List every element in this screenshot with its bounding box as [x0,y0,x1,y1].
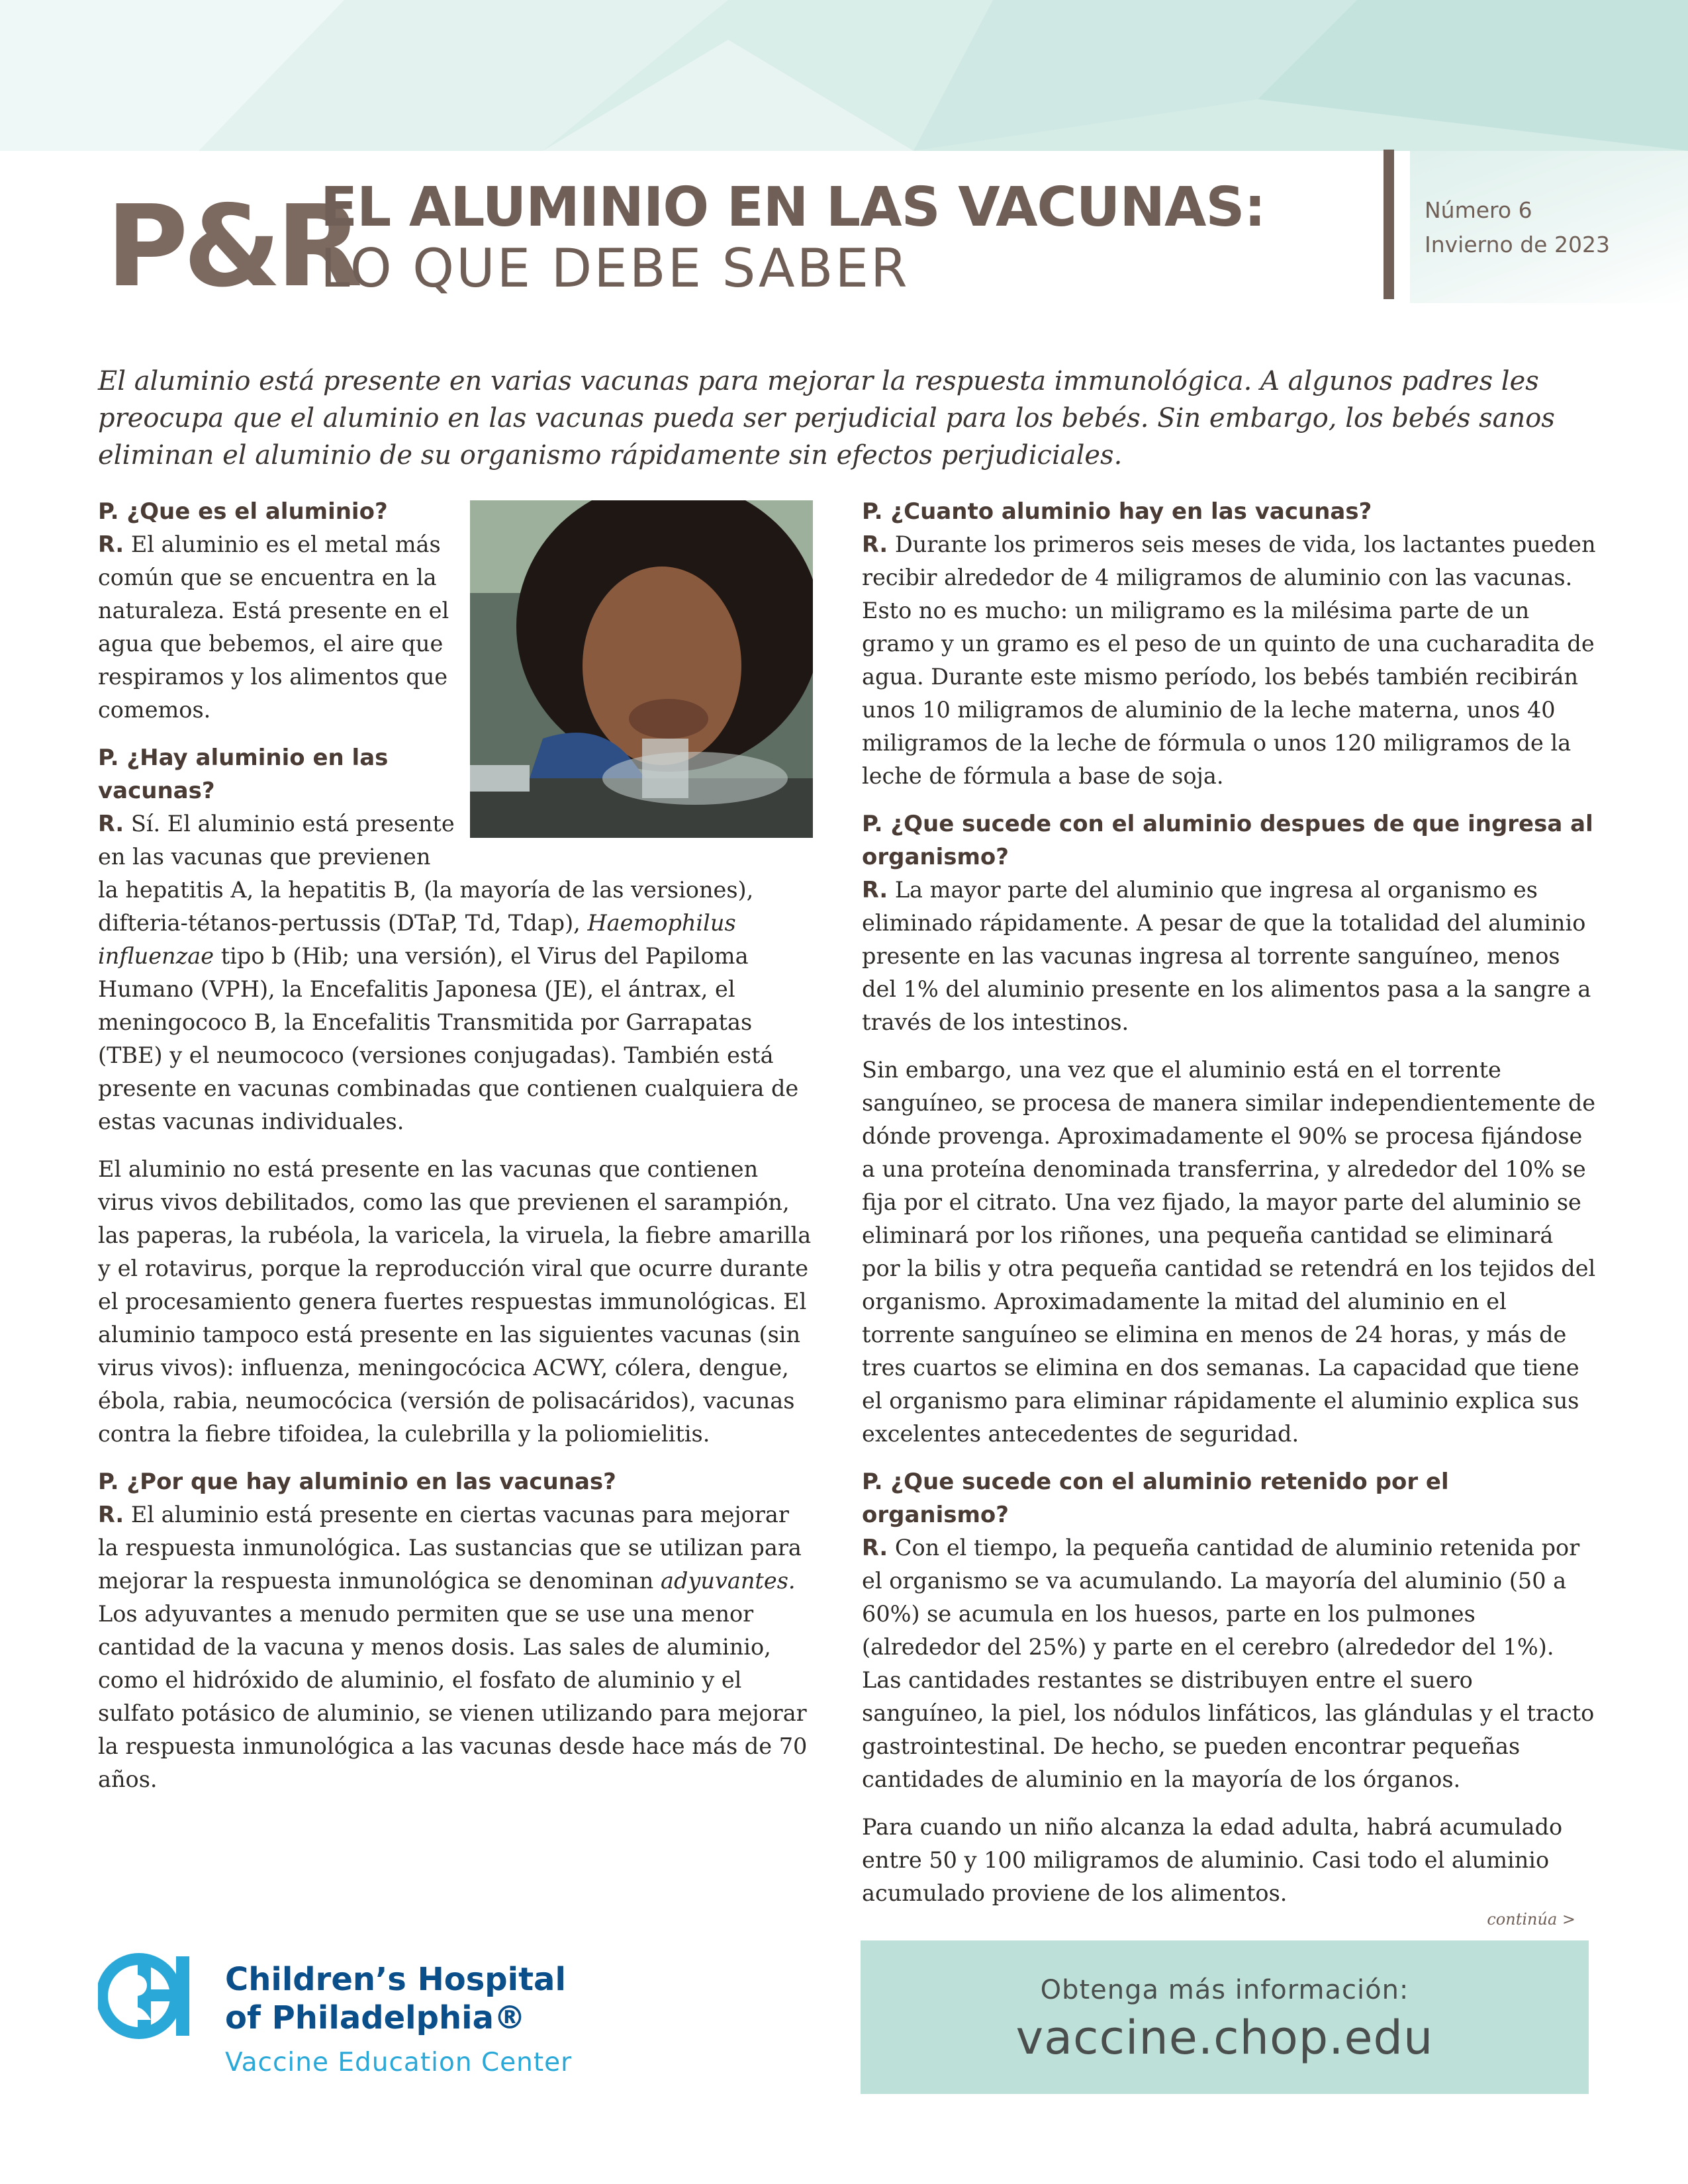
continued-link[interactable]: continúa > [1487,1910,1575,1929]
answer-4-text: Durante los primeros seis meses de vida, los lactantes pueden recibir alrededor de 4 miligramos de aluminio con las vacunas. Esto no es mucho: un miligramo es la milésima parte de un gramo y un gramo es el peso de un quinto de una cucharadita de agua. Durante este mismo período, los bebés también recibirán unos 10 miligramos de aluminio de la leche materna, unos 40 miligramos de la leche de fórmula o unos 120 miligramos de la leche de fórmula a base de soja. [862,531,1596,789]
photo-illustration [470,500,813,838]
answer-6 [862,1531,1597,1796]
question-6: P. ¿Que sucede con el aluminio retenido por el organismo? [862,1469,1449,1528]
answer-3-text-a: El aluminio está presente en ciertas vacunas para mejorar la respuesta inmunológica. Las sustancias que se utilizan para mejorar la respuesta inmunológica se denominan [98,1502,802,1594]
right-column [862,495,1597,1910]
intro-paragraph: El aluminio está presente en varias vacunas para mejorar la respuesta immunológica. A algunos padres les preocupa que el aluminio en las vacunas pueda ser perjudicial para los bebés. Sin embargo, los bebés sanos eliminan el aluminio de su organismo rápidamente sin efectos perjudiciales. [98,366,1555,471]
question-5: P. ¿Que sucede con el aluminio despues de que ingresa al organismo? [862,811,1593,870]
answer-5 [862,874,1597,1039]
more-info-box [861,1940,1589,2094]
pr-logo: P&R [106,181,357,312]
issue-info [1425,193,1676,262]
answer-label: R. [862,877,888,903]
org-center: Vaccine Education Center [225,2048,573,2077]
question-4: P. ¿Cuanto aluminio hay en las vacunas? [862,498,1372,525]
more-info-label: Obtenga más información: [1040,1975,1409,2005]
org-name-line-2: of Philadelphia® [225,1999,526,2036]
answer-5-text: La mayor parte del aluminio que ingresa al organismo es eliminado rápidamente. A pesar de que la totalidad del aluminio presente en las vacunas ingresa al torrente sanguíneo, menos del 1% del aluminio presente en los alimentos pasa a la sangre a través de los intestinos. [862,877,1591,1035]
org-name [225,1960,622,2037]
answer-2-text-a: Sí. El aluminio está presente en las vacunas que previenen la hepatitis A, la hepatitis B, (la mayoría de las versiones), difteria-tétanos-pertussis (DTaP, Td, Tdap), [98,811,754,936]
answer-label: R. [862,531,888,557]
answer-3 [98,1498,813,1796]
chop-logo-icon [98,1948,197,2048]
left-column [98,495,813,1796]
answer-2 [98,807,813,1138]
question-2: P. ¿Hay aluminio en las vacunas? [98,745,389,804]
answer-label: R. [98,1502,124,1527]
page-title [320,177,1380,299]
answer-4 [862,528,1597,793]
answer-2-italic: Haemophilus influenzae [98,910,736,969]
question-3: P. ¿Por que hay aluminio en las vacunas? [98,1469,616,1495]
answer-label: R. [98,531,124,557]
answer-5-paragraph-2: Sin embargo, una vez que el aluminio está en el torrente sanguíneo, se procesa de manera similar independientemente de dónde provenga. Aproximadamente el 90% se procesa fijándose a una proteína denominada transferrina, y alrededor del 10% se fija por el citrato. Una vez fijado, la mayor parte del aluminio se eliminará por los riñones, una pequeña cantidad se eliminará por la bilis y otra pequeña cantidad se retendrá en los tejidos del organismo. Aproximadamente la mitad del aluminio en el torrente sanguíneo se elimina en menos de 24 horas, y más de tres cuartos se elimina en dos semanas. La capacidad que tiene el organismo para eliminar rápidamente el aluminio explica sus excelentes antecedentes de seguridad. [862,1057,1596,1447]
answer-6-text: Con el tiempo, la pequeña cantidad de aluminio retenida por el organismo se va acumulando. La mayoría del aluminio (50 a 60%) se acumula en los huesos, parte en los pulmones (alrededor del 25%) y parte en el cerebro (alrededor del 1%). Las cantidades restantes se distribuyen entre el suero sanguíneo, la piel, los nódulos linfáticos, las glándulas y el tracto gastrointestinal. De hecho, se pueden encontrar pequeñas cantidades de aluminio en la mayoría de los órganos. [862,1535,1595,1792]
question-1: P. ¿Que es el aluminio? [98,498,388,525]
issue-divider [1383,150,1394,299]
answer-6-paragraph-2: Para cuando un niño alcanza la edad adulta, habrá acumulado entre 50 y 100 miligramos de aluminio. Casi todo el aluminio acumulado proviene de los alimentos. [862,1814,1563,1906]
answer-3-text-b: Los adyuvantes a menudo permiten que se use una menor cantidad de la vacuna y menos dosis. Las sales de aluminio, como el hidróxido de aluminio, el fosfato de aluminio y el sulfato potásico de aluminio, se vienen utilizando para mejorar la respuesta inmunológica a las vacunas desde hace más de 70 años. [98,1601,808,1792]
answer-1-text: El aluminio es el metal más común que se encuentra en la naturaleza. Está presente en el agua que bebemos, el aire que respiramos y los alimentos que comemos. [98,531,449,723]
answer-2-paragraph-2: El aluminio no está presente en las vacunas que contienen virus vivos debilitados, como las que previenen el sarampión, las paperas, la rubéola, la varicela, la viruela, la fiebre amarilla y el rotavirus, porque la reproducción viral que ocurre durante el procesamiento genera fuertes respuestas immunológicas. El aluminio tampoco está presente en las siguientes vacunas (sin virus vivos): influenza, meningocócica ACWY, cólera, dengue, ébola, rabia, neumocócica (versión de polisacáridos), vacunas contra la fiebre tifoidea, la culebrilla y la poliomielitis. [98,1156,812,1447]
org-name-line-1: Children’s Hospital [225,1961,566,1998]
answer-2-text-b: tipo b (Hib; una versión), el Virus del Papiloma Humano (VPH), la Encefalitis Japonesa (JE), el ántrax, el meningococo B, la Encefalitis Transmitida por Garrapatas (TBE) y el neumococo (versiones conjugadas). También está presente en vacunas combinadas que contienen cualquiera de estas vacunas individuales. [98,943,799,1134]
title-line-1: EL ALUMINIO EN LAS VACUNAS: [320,176,1266,239]
child-drinking-photo [470,500,813,838]
title-line-2: LO QUE DEBE SABER [320,238,910,299]
issue-number: Número 6 [1425,197,1532,223]
issue-date: Invierno de 2023 [1425,232,1610,257]
answer-label: R. [98,811,124,837]
banner-polygons [0,0,1688,151]
answer-3-italic: adyuvantes. [661,1568,796,1594]
header-banner [0,0,1688,151]
answer-label: R. [862,1535,888,1561]
more-info-url-link[interactable]: vaccine.chop.edu [1015,2011,1434,2065]
